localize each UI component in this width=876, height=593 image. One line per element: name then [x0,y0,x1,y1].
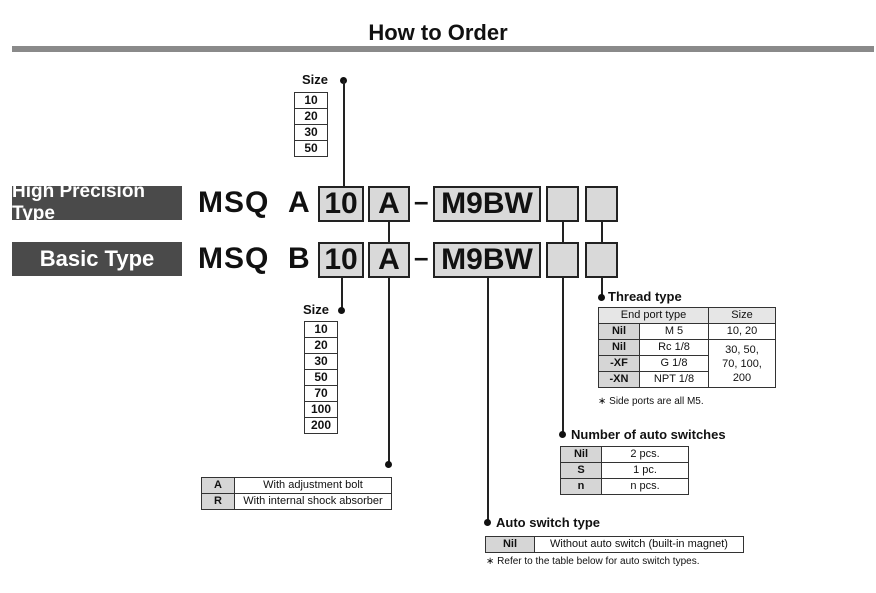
adj-connector [388,278,390,464]
size-top-label: Size [302,72,329,87]
thread-port: G 1/8 [640,356,709,372]
thread-size-line: 70, 100, [722,357,762,370]
basic-count-box [546,242,579,278]
table-row [599,340,776,356]
size-bottom-value: 10 [305,322,338,338]
auto-switch-count-label: Number of auto switches [571,427,726,442]
count-connector-mid [562,222,564,242]
size-bottom-dot [338,307,345,314]
high-model-prefix: MSQ [198,186,270,219]
auto-switch-type-label: Auto switch type [496,515,601,530]
size-bottom-value: 70 [305,386,338,402]
adjustment-table [201,477,392,510]
basic-model-variant: B [288,242,311,275]
adj-dot [385,461,392,468]
switch-code: Nil [486,537,535,553]
table-row [295,93,328,109]
thread-type-table [598,307,776,388]
high-model-variant: A [288,186,311,219]
count-dot [559,431,566,438]
adj-connector-mid [388,222,390,242]
table-row [561,479,689,495]
adj-code: A [202,478,235,494]
count-code: n [561,479,602,495]
size-bottom-value: 30 [305,354,338,370]
thread-header-port: End port type [599,308,709,324]
thread-code: -XN [599,372,640,388]
table-row [599,308,776,324]
switch-connector [487,278,489,522]
high-precision-type-badge: High Precision Type [12,186,182,220]
size-top-table [294,92,328,157]
size-top-value: 50 [295,141,328,157]
thread-dot [598,294,605,301]
size-bottom-value: 200 [305,418,338,434]
thread-code: Nil [599,340,640,356]
thread-header-size: Size [709,308,776,324]
table-row [599,324,776,340]
table-row [295,141,328,157]
adj-desc: With adjustment bolt [235,478,392,494]
size-bottom-table [304,321,338,434]
size-top-value: 20 [295,109,328,125]
auto-switch-type-table [485,536,744,553]
size-top-connector [343,80,345,188]
size-bottom-connector [341,278,343,310]
table-row [202,478,392,494]
high-dash: – [414,186,429,216]
count-desc: 2 pcs. [602,447,689,463]
thread-code: Nil [599,324,640,340]
high-adj-box: A [368,186,410,222]
size-top-value: 30 [295,125,328,141]
title-rule [12,46,874,52]
basic-thread-box [585,242,618,278]
thread-size-line: 30, 50, [725,343,759,356]
thread-size: 10, 20 [709,324,776,340]
table-row [305,418,338,434]
table-row [295,109,328,125]
adj-desc: With internal shock absorber [235,494,392,510]
basic-adj-box: A [368,242,410,278]
switch-note: ∗ Refer to the table below for auto switch types. [486,556,700,567]
thread-connector-mid [601,222,603,242]
thread-port: NPT 1/8 [640,372,709,388]
switch-desc: Without auto switch (built-in magnet) [535,537,744,553]
table-row [305,370,338,386]
basic-size-box: 10 [318,242,364,278]
size-bottom-value: 50 [305,370,338,386]
table-row [486,537,744,553]
auto-switch-count-table [560,446,689,495]
thread-size-line: 200 [732,371,752,384]
table-row [295,125,328,141]
count-desc: 1 pc. [602,463,689,479]
thread-size-multi [709,340,776,388]
basic-switch-box: M9BW [433,242,541,278]
high-thread-box [585,186,618,222]
adj-code: R [202,494,235,510]
high-size-box: 10 [318,186,364,222]
thread-note: ∗ Side ports are all M5. [598,396,704,407]
table-row [305,354,338,370]
count-code: Nil [561,447,602,463]
table-row [305,386,338,402]
count-connector [562,278,564,434]
thread-code: -XF [599,356,640,372]
basic-model-prefix: MSQ [198,242,270,275]
basic-type-badge: Basic Type [12,242,182,276]
thread-port: Rc 1/8 [640,340,709,356]
size-bottom-label: Size [303,302,330,317]
switch-dot [484,519,491,526]
table-row [561,463,689,479]
table-row [305,338,338,354]
high-switch-box: M9BW [433,186,541,222]
basic-dash: – [414,242,429,272]
size-bottom-value: 100 [305,402,338,418]
table-row [561,447,689,463]
table-row [305,402,338,418]
thread-port: M 5 [640,324,709,340]
high-count-box [546,186,579,222]
size-bottom-value: 20 [305,338,338,354]
count-desc: n pcs. [602,479,689,495]
size-top-value: 10 [295,93,328,109]
table-row [305,322,338,338]
table-row [202,494,392,510]
count-code: S [561,463,602,479]
thread-type-label: Thread type [608,289,682,304]
page-title: How to Order [368,20,508,45]
